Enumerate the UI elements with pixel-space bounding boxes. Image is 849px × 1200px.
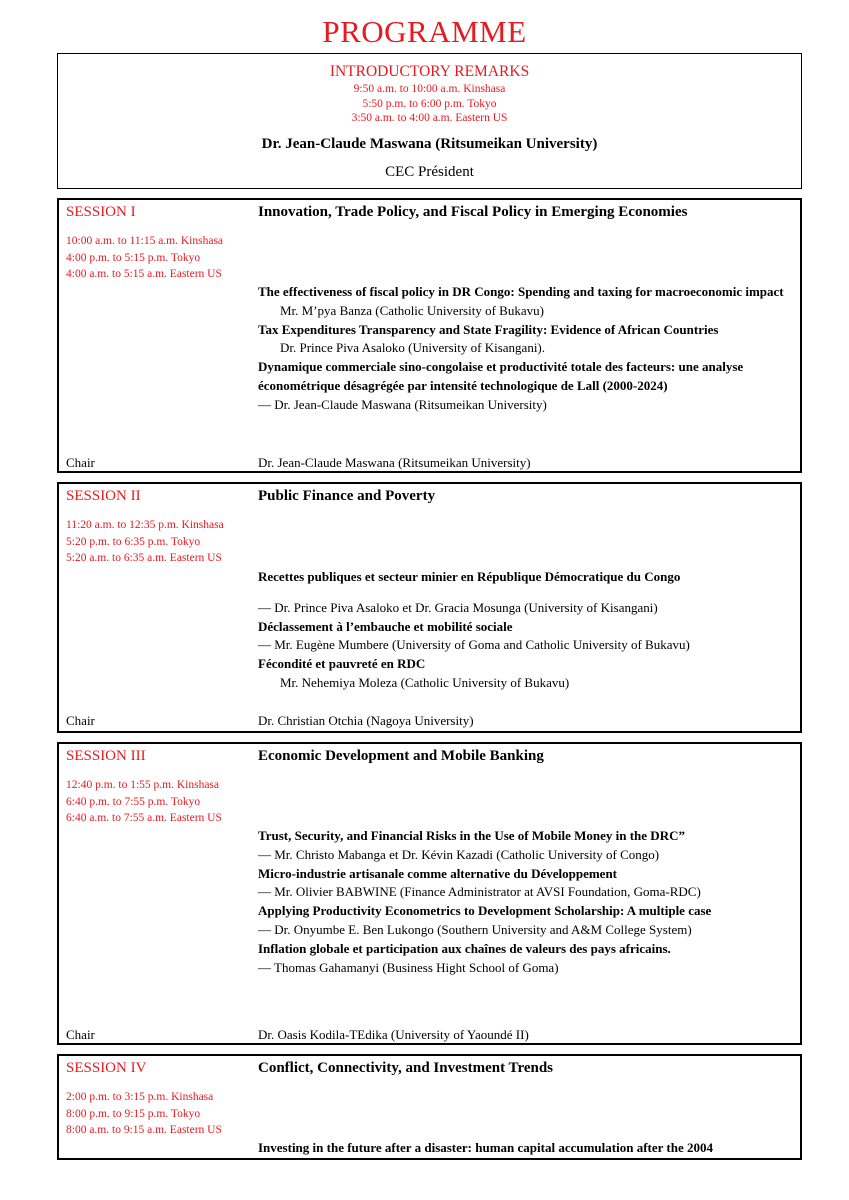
time-kinshasa: 12:40 p.m. to 1:55 p.m. Kinshasa [66,779,220,791]
session-2-box [57,482,802,733]
intro-heading: INTRODUCTORY REMARKS [329,63,530,80]
paper-author: — Mr. Eugène Mumbere (University of Goma and Catholic University of Bukavu) [258,637,690,653]
time-eastern-us: 8:00 a.m. to 9:15 a.m. Eastern US [66,1124,222,1136]
intro-box [57,53,802,189]
chair-label: Chair [66,713,95,728]
intro-times [58,82,801,126]
paper-list [258,827,790,977]
time-kinshasa: 11:20 a.m. to 12:35 p.m. Kinshasa [66,519,224,531]
session-title: Public Finance and Poverty [258,488,436,504]
paper-author: — Dr. Onyumbe E. Ben Lukongo (Southern University and A&M College System) [258,921,692,937]
time-tokyo: 6:40 p.m. to 7:55 p.m. Tokyo [66,795,201,808]
paper-title: Trust, Security, and Financial Risks in the Use of Mobile Money in the DRC” [258,828,685,843]
session-label: SESSION III [66,748,146,764]
paper-list [258,1139,790,1158]
paper-title: Fécondité et pauvreté en RDC [258,656,426,672]
chair-label: Chair [66,1027,95,1042]
session-times [66,233,223,283]
paper-title: Recettes publiques et secteur minier en République Démocratique du Congo [258,569,681,584]
page-title: PROGRAMME [322,14,527,49]
paper-author: Mr. Nehemiya Moleza (Catholic University of Bukavu) [280,674,570,690]
paper-author: — Dr. Prince Piva Asaloko et Dr. Gracia Mosunga (University of Kisangani) [258,599,658,615]
paper-title: Investing in the future after a disaster: human capital accumulation after the 2004 [258,1140,713,1155]
chair-name: Dr. Jean-Claude Maswana (Ritsumeikan University) [258,455,531,470]
session-label: SESSION I [66,204,136,220]
intro-speaker: Dr. Jean-Claude Maswana (Ritsumeikan University) [261,136,598,152]
time-kinshasa: 2:00 p.m. to 3:15 p.m. Kinshasa [66,1091,214,1103]
paper-author: — Dr. Jean-Claude Maswana (Ritsumeikan University) [258,396,547,412]
intro-time-eastern-us: 3:50 a.m. to 4:00 a.m. Eastern US [351,112,508,124]
session-label: SESSION II [66,488,141,504]
session-4-box [57,1054,802,1160]
paper-title: Déclassement à l’embauche et mobilité sociale [258,618,513,634]
time-tokyo: 4:00 p.m. to 5:15 p.m. Tokyo [66,251,201,264]
time-tokyo: 5:20 p.m. to 6:35 p.m. Tokyo [66,535,201,548]
paper-author: Mr. M’pya Banza (Catholic University of Bukavu) [280,302,544,318]
paper-title: Micro-industrie artisanale comme alternative du Développement [258,865,617,881]
session-1-box [57,198,802,473]
session-times [66,517,224,567]
session-title: Conflict, Connectivity, and Investment Trends [258,1060,554,1076]
time-eastern-us: 4:00 a.m. to 5:15 a.m. Eastern US [66,268,222,280]
intro-time-kinshasa: 9:50 a.m. to 10:00 a.m. Kinshasa [353,83,506,95]
session-3-box [57,742,802,1045]
paper-author: Dr. Prince Piva Asaloko (University of Kisangani). [280,340,546,356]
paper-title: Dynamique commerciale sino-congolaise et productivité totale des facteurs: une analyse économétrique désagrégée par intensité technologique de Lall (2000-2024) [258,359,744,393]
paper-title: Inflation globale et participation aux chaînes de valeurs des pays africains. [258,940,671,956]
intro-time-tokyo: 5:50 p.m. to 6:00 p.m. Tokyo [362,97,497,110]
chair-label: Chair [66,455,95,470]
session-title: Innovation, Trade Policy, and Fiscal Policy in Emerging Economies [258,204,688,220]
time-kinshasa: 10:00 a.m. to 11:15 a.m. Kinshasa [66,235,224,247]
time-tokyo: 8:00 p.m. to 9:15 p.m. Tokyo [66,1107,201,1120]
paper-list [258,568,790,693]
session-times [66,1089,222,1139]
chair-name: Dr. Christian Otchia (Nagoya University) [258,713,474,728]
time-eastern-us: 6:40 a.m. to 7:55 a.m. Eastern US [66,812,222,824]
paper-title: Applying Productivity Econometrics to Development Scholarship: A multiple case [258,903,712,919]
chair-name: Dr. Oasis Kodila-TEdika (University of Yaoundé II) [258,1027,529,1042]
paper-author: — Mr. Olivier BABWINE (Finance Administrator at AVSI Foundation, Goma-RDC) [258,884,701,900]
paper-author: — Mr. Christo Mabanga et Dr. Kévin Kazadi (Catholic University of Congo) [258,846,660,862]
paper-title: Tax Expenditures Transparency and State Fragility: Evidence of African Countries [258,321,719,337]
time-eastern-us: 5:20 a.m. to 6:35 a.m. Eastern US [66,552,222,564]
session-times [66,777,222,827]
session-title: Economic Development and Mobile Banking [258,748,544,764]
paper-title: The effectiveness of fiscal policy in DR Congo: Spending and taxing for macroeconomic impact [258,284,784,299]
paper-list [258,283,790,415]
session-label: SESSION IV [66,1060,147,1076]
paper-author: — Thomas Gahamanyi (Business Hight School of Goma) [258,959,559,975]
intro-role: CEC Président [385,164,474,180]
